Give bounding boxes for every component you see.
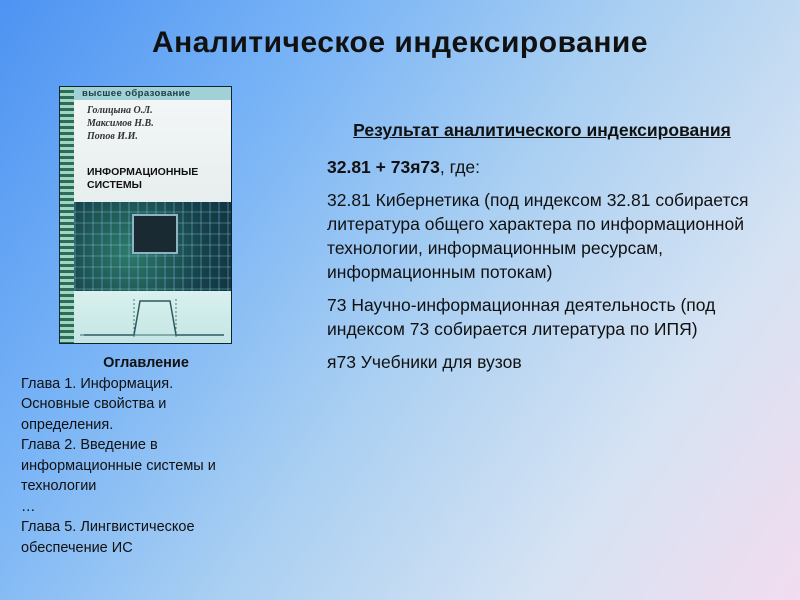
toc-line: информационные системы и [21, 457, 216, 474]
toc-line: Глава 2. Введение в [21, 437, 158, 453]
result-formula-line [327, 155, 777, 179]
cover-title-line: ИНФОРМАЦИОННЫЕ [87, 166, 199, 178]
toc-heading: Оглавление [103, 355, 189, 371]
cover-author: Попов И.И. [87, 131, 138, 142]
cover-authors [87, 104, 154, 143]
cover-chip-graphic [132, 214, 178, 254]
result-item-textbooks: я73 Учебники для вузов [327, 352, 522, 372]
book-cover-image [59, 86, 232, 344]
toc-line: обеспечение ИС [21, 539, 133, 556]
result-heading: Результат аналитического индексирования [353, 120, 731, 140]
toc-line: Основные свойства и [21, 396, 167, 412]
toc-line: … [21, 498, 36, 515]
toc-line: Глава 1. Информация. [21, 375, 174, 392]
cover-barcode-strip [60, 87, 74, 343]
result-item-cybernetics: 32.81 Кибернетика (под индексом 32.81 собирается литература общего характера по информационной технологии, информационным ресурсам, информационным потокам) [327, 190, 749, 282]
cover-bottom-graph-area [74, 291, 231, 343]
cover-author: Голицына О.Л. [87, 105, 153, 116]
cover-series-label: высшее образование [74, 87, 231, 100]
toc-line: определения. [21, 416, 114, 433]
result-formula-suffix: , где: [439, 157, 481, 177]
result-formula: 32.81 + 73я73 [327, 157, 440, 177]
cover-title-line: СИСТЕМЫ [87, 179, 142, 191]
cover-book-title [87, 166, 227, 192]
toc-line: технологии [21, 478, 97, 494]
toc-line: Глава 5. Лингвистическое [21, 519, 195, 535]
slide-title: Аналитическое индексирование [151, 26, 649, 59]
result-item-scientific-info: 73 Научно-информационная деятельность (под индексом 73 собирается литература по ИПЯ) [327, 295, 716, 339]
cover-author: Максимов Н.В. [87, 118, 154, 129]
table-of-contents [21, 353, 271, 558]
cover-pulse-graph [74, 291, 232, 343]
indexing-result-section [327, 118, 777, 383]
